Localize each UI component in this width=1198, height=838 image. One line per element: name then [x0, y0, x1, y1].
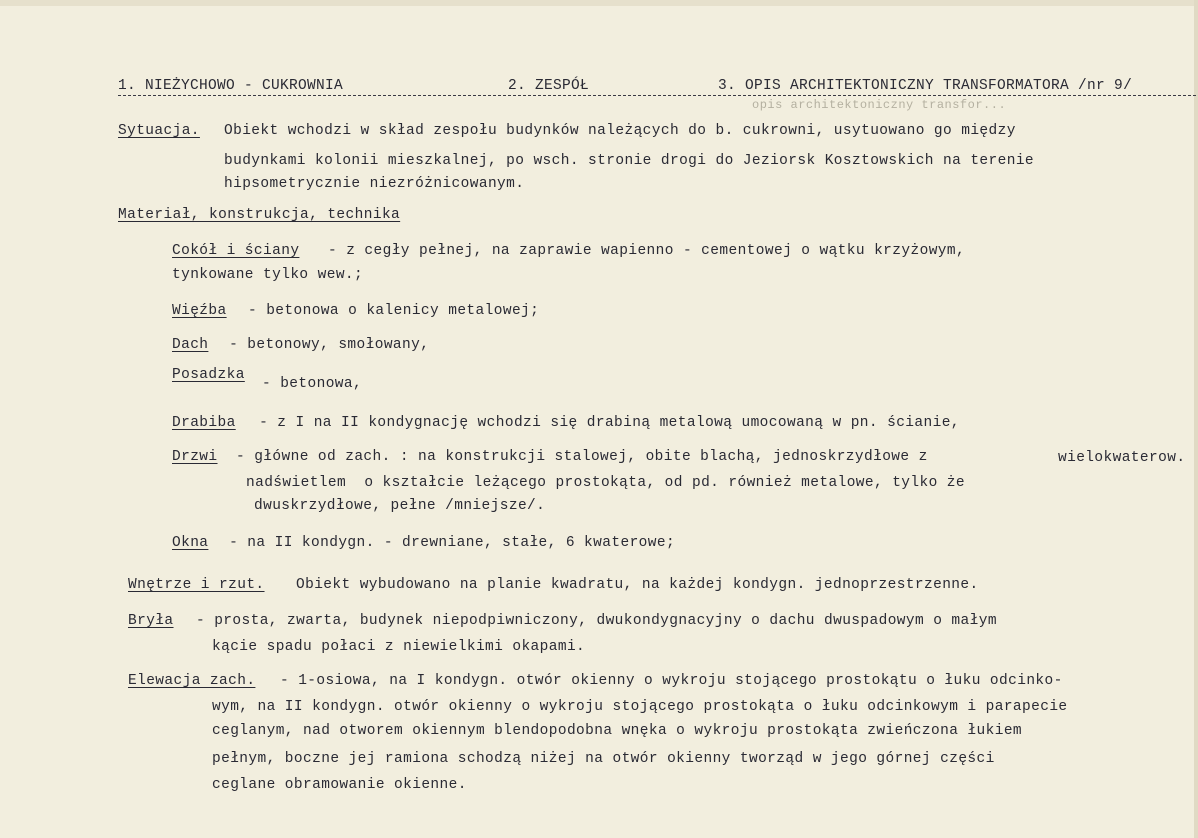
materials-ladder-line: - z I na II kondygnację wchodzi się drabiną metalową umocowaną w pn. ścianie,: [250, 415, 960, 431]
elevation-label: Elewacja zach.: [128, 673, 256, 689]
situation-line-2: budynkami kolonii mieszkalnej, po wsch. stronie drogi do Jeziorsk Kosztowskich na terenie: [224, 153, 1035, 169]
situation-line-1: Obiekt wchodzi w skład zespołu budynków należących do b. cukrowni, usytuowano go między: [224, 123, 1016, 139]
header-dashed-rule: [118, 95, 1196, 96]
materials-floor-line: - betonowa,: [262, 376, 363, 392]
elevation-line-2: wym, na II kondygn. otwór okienny o wykroju stojącego prostokąta o łuku odcinkowym i parapecie: [212, 699, 1068, 715]
elevation-line-1: - 1-osiowa, na I kondygn. otwór okienny o wykroju stojącego prostokątu o łuku odcinko-: [280, 673, 1063, 689]
header-description-title: 3. OPIS ARCHITEKTONICZNY TRANSFORMATORA /nr 9/: [718, 78, 1133, 94]
materials-walls-line-1: - z cegły pełnej, na zaprawie wapienno - cementowej o wątku krzyżowym,: [328, 243, 966, 259]
materials-label-doors: Drzwi: [172, 449, 218, 465]
materials-walls-line-2: tynkowane tylko wew.;: [172, 267, 364, 283]
materials-label-truss: Więźba: [172, 303, 227, 319]
materials-truss-line: - betonowa o kalenicy metalowej;: [248, 303, 540, 319]
materials-label-walls: Cokół i ściany: [172, 243, 300, 259]
materials-doors-line-3: dwuskrzydłowe, pełne /mniejsze/.: [254, 498, 546, 514]
materials-label-floor: Posadzka: [172, 367, 245, 383]
materials-roof-line: - betonowy, smołowany,: [220, 337, 430, 353]
situation-label: Sytuacja.: [118, 123, 200, 139]
faint-bleed-through-text: opis architektoniczny transfor...: [752, 98, 1007, 112]
materials-doors-line-1: - główne od zach. : na konstrukcji stalowej, obite blachą, jednoskrzydłowe z: [236, 449, 928, 465]
interior-text: Obiekt wybudowano na planie kwadratu, na każdej kondygn. jednoprzestrzenne.: [296, 577, 979, 593]
bryla-line-1: - prosta, zwarta, budynek niepodpiwniczony, dwukondygnacyjny o dachu dwuspadowym o małym: [196, 613, 997, 629]
elevation-line-4: pełnym, boczne jej ramiona schodzą niżej na otwór okienny tworząd w jego górnej części: [212, 751, 995, 767]
page-right-edge: [1194, 0, 1198, 838]
bryla-label: Bryła: [128, 613, 174, 629]
header-location: 1. NIEŻYCHOWO - CUKROWNIA: [118, 78, 344, 94]
materials-label-ladder: Drabiba: [172, 415, 236, 431]
materials-doors-line-2: nadświetlem o kształcie leżącego prostokąta, od pd. również metalowe, tylko że: [246, 475, 966, 491]
situation-line-3: hipsometrycznie niezróżnicowanym.: [224, 176, 525, 192]
bryla-line-2: kącie spadu połaci z niewielkimi okapami.: [212, 639, 586, 655]
interior-label: Wnętrze i rzut.: [128, 577, 265, 593]
header-complex: 2. ZESPÓŁ: [508, 78, 590, 94]
materials-label-windows: Okna: [172, 535, 209, 551]
materials-label-roof: Dach: [172, 337, 209, 353]
elevation-line-5: ceglane obramowanie okienne.: [212, 777, 467, 793]
elevation-line-3: ceglanym, nad otworem okiennym blendopodobna wnęka o wykroju prostokąta zwieńczona łukiem: [212, 723, 1023, 739]
page-top-edge: [0, 0, 1198, 6]
materials-heading: Materiał, konstrukcja, technika: [118, 207, 401, 223]
materials-doors-extra: wielokwaterow.: [1058, 450, 1186, 466]
materials-windows-line: - na II kondygn. - drewniane, stałe, 6 kwaterowe;: [220, 535, 676, 551]
